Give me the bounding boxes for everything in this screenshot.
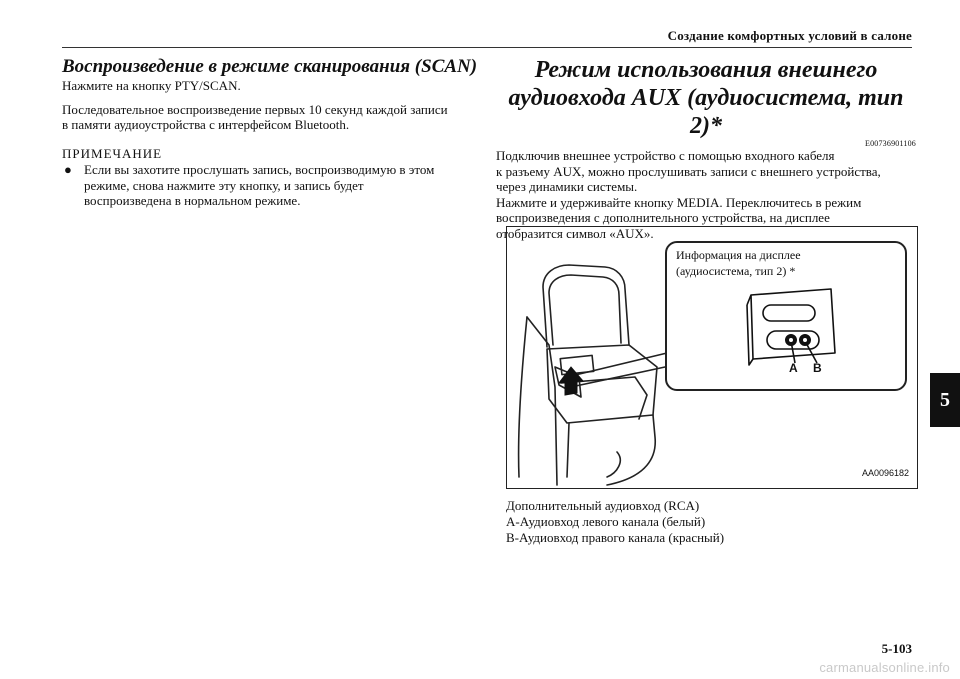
callout-line1: Информация на дисплее: [676, 248, 801, 262]
right-column: [496, 52, 916, 241]
bullet-icon: ●: [64, 162, 72, 177]
aux-text-line: отобразится символ «AUX».: [496, 225, 654, 241]
chapter-tab: 5: [930, 373, 960, 427]
left-column: [62, 52, 482, 209]
aux-text-line: воспроизведения с дополнительного устройства, на дисплее: [496, 210, 830, 225]
figure-caption: [506, 498, 926, 546]
aux-jack-panel-illustration: [667, 243, 905, 389]
callout-line2: (аудиосистема, тип 2) *: [676, 264, 796, 278]
section-code: E00736901106: [865, 139, 916, 148]
aux-text-line: Нажмите и удерживайте кнопку MEDIA. Переключитесь в режим: [496, 194, 862, 210]
insert-arrow-icon: [559, 367, 583, 395]
aux-heading-line1: Режим использования внешнего: [534, 57, 878, 83]
note-line2: режиме, снова нажмите эту кнопку, и запись будет: [84, 177, 364, 193]
aux-text-line: к разъему AUX, можно прослушивать записи с внешнего устройства,: [496, 163, 881, 179]
note-item: [62, 162, 482, 209]
scan-description-line2: в памяти аудиоустройства с интерфейсом Bluetooth.: [62, 117, 350, 132]
note-title: ПРИМЕЧАНИЕ: [62, 145, 163, 161]
watermark: carmanualsonline.info: [819, 660, 950, 675]
aux-text-line: Подключив внешнее устройство с помощью входного кабеля: [496, 148, 835, 163]
label-b: B: [813, 361, 822, 375]
note-line3: воспроизведена в нормальном режиме.: [84, 193, 301, 208]
scan-instruction: Нажмите на кнопку PTY/SCAN.: [62, 78, 241, 93]
scan-heading: Воспроизведение в режиме сканирования (SCAN): [62, 56, 478, 77]
caption-line1: Дополнительный аудиовход (RCA): [506, 498, 700, 513]
aux-text-line: через динамики системы.: [496, 179, 638, 194]
caption-line3: B-Аудиовход правого канала (красный): [506, 530, 725, 545]
display-callout: [665, 241, 907, 391]
section-header: Создание комфортных условий в салоне: [667, 28, 912, 43]
figure-code: AA0096182: [861, 468, 909, 478]
armrest-aux-figure: [506, 226, 918, 489]
page-number: 5-103: [881, 641, 912, 656]
note-line1: Если вы захотите прослушать запись, воспроизводимую в этом: [84, 162, 435, 177]
caption-line2: A-Аудиовход левого канала (белый): [506, 514, 706, 529]
header-divider: [62, 47, 912, 48]
aux-heading-line2: аудиовхода AUX (аудиосистема, тип 2)*: [508, 85, 904, 139]
label-a: A: [789, 361, 798, 375]
scan-description-line1: Последовательное воспроизведение первых 10 секунд каждой записи: [62, 101, 448, 117]
